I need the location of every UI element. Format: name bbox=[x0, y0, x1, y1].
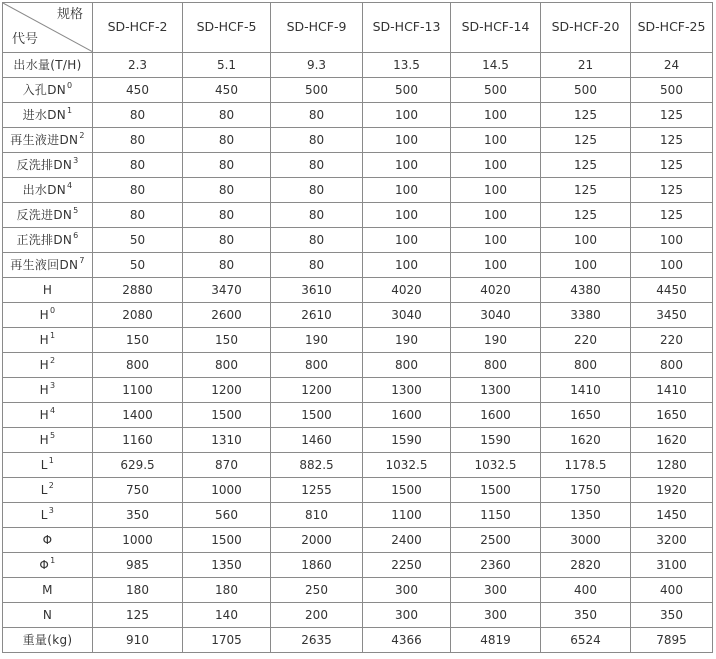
table-row bbox=[3, 378, 713, 403]
spec-table-container bbox=[2, 2, 712, 655]
table-cell: 3040 bbox=[363, 303, 451, 328]
table-cell: 300 bbox=[363, 578, 451, 603]
table-cell: 4366 bbox=[363, 628, 451, 653]
row-label-subscript: 5 bbox=[49, 431, 56, 440]
table-cell: 125 bbox=[541, 178, 631, 203]
row-label-subscript: 3 bbox=[48, 506, 55, 515]
table-cell: 1500 bbox=[451, 478, 541, 503]
table-row bbox=[3, 628, 713, 653]
column-header: SD-HCF-14 bbox=[451, 3, 541, 53]
table-cell: 21 bbox=[541, 53, 631, 78]
table-cell: 100 bbox=[631, 228, 713, 253]
table-cell: 3200 bbox=[631, 528, 713, 553]
row-label bbox=[3, 303, 93, 328]
table-row bbox=[3, 353, 713, 378]
row-label bbox=[3, 428, 93, 453]
row-label bbox=[3, 328, 93, 353]
row-label bbox=[3, 203, 93, 228]
table-cell: 100 bbox=[451, 103, 541, 128]
row-label-subscript: 2 bbox=[48, 481, 55, 490]
table-cell: 2610 bbox=[271, 303, 363, 328]
table-cell: 80 bbox=[93, 178, 183, 203]
table-cell: 100 bbox=[631, 253, 713, 278]
row-label-text: H bbox=[39, 358, 49, 372]
table-row bbox=[3, 528, 713, 553]
table-cell: 1650 bbox=[541, 403, 631, 428]
table-cell: 1100 bbox=[363, 503, 451, 528]
table-row bbox=[3, 278, 713, 303]
table-row bbox=[3, 78, 713, 103]
row-label-text: 出水DN bbox=[22, 183, 67, 197]
table-cell: 5.1 bbox=[183, 53, 271, 78]
table-cell: 100 bbox=[363, 103, 451, 128]
table-cell: 125 bbox=[541, 103, 631, 128]
table-cell: 80 bbox=[183, 153, 271, 178]
table-cell: 800 bbox=[271, 353, 363, 378]
table-cell: 100 bbox=[541, 253, 631, 278]
table-cell: 100 bbox=[363, 203, 451, 228]
table-cell: 9.3 bbox=[271, 53, 363, 78]
table-cell: 3000 bbox=[541, 528, 631, 553]
row-label-subscript: 3 bbox=[73, 156, 79, 165]
table-cell: 1300 bbox=[451, 378, 541, 403]
row-label bbox=[3, 53, 93, 78]
table-cell: 1860 bbox=[271, 553, 363, 578]
table-cell: 4380 bbox=[541, 278, 631, 303]
row-label-text: Φ bbox=[39, 558, 50, 572]
table-cell: 1280 bbox=[631, 453, 713, 478]
table-cell: 1032.5 bbox=[363, 453, 451, 478]
table-cell: 300 bbox=[451, 603, 541, 628]
table-cell: 500 bbox=[541, 78, 631, 103]
table-cell: 80 bbox=[271, 153, 363, 178]
table-row bbox=[3, 228, 713, 253]
row-label-text: L bbox=[40, 508, 48, 522]
table-cell: 150 bbox=[93, 328, 183, 353]
table-cell: 3610 bbox=[271, 278, 363, 303]
table-cell: 3380 bbox=[541, 303, 631, 328]
table-row bbox=[3, 203, 713, 228]
table-cell: 80 bbox=[93, 128, 183, 153]
table-row bbox=[3, 53, 713, 78]
table-cell: 100 bbox=[451, 128, 541, 153]
table-cell: 1450 bbox=[631, 503, 713, 528]
table-cell: 1620 bbox=[541, 428, 631, 453]
table-cell: 80 bbox=[271, 178, 363, 203]
table-cell: 500 bbox=[271, 78, 363, 103]
table-cell: 800 bbox=[363, 353, 451, 378]
row-label-text: M bbox=[42, 583, 53, 597]
table-cell: 2500 bbox=[451, 528, 541, 553]
table-cell: 80 bbox=[183, 253, 271, 278]
table-cell: 1350 bbox=[183, 553, 271, 578]
corner-code-label: 代号 bbox=[12, 32, 39, 47]
table-cell: 190 bbox=[271, 328, 363, 353]
table-cell: 1000 bbox=[93, 528, 183, 553]
table-cell: 1920 bbox=[631, 478, 713, 503]
row-label-subscript: 1 bbox=[48, 456, 55, 465]
row-label-subscript: 0 bbox=[67, 81, 73, 90]
table-cell: 50 bbox=[93, 253, 183, 278]
table-cell: 80 bbox=[183, 128, 271, 153]
table-cell: 1600 bbox=[451, 403, 541, 428]
row-label-subscript: 1 bbox=[49, 331, 56, 340]
row-label-subscript: 4 bbox=[49, 406, 56, 415]
table-cell: 220 bbox=[541, 328, 631, 353]
table-cell: 250 bbox=[271, 578, 363, 603]
row-label-subscript: 4 bbox=[67, 181, 73, 190]
row-label bbox=[3, 78, 93, 103]
table-cell: 100 bbox=[451, 178, 541, 203]
row-label bbox=[3, 228, 93, 253]
table-cell: 100 bbox=[541, 228, 631, 253]
table-row bbox=[3, 578, 713, 603]
table-cell: 80 bbox=[93, 203, 183, 228]
table-cell: 100 bbox=[363, 128, 451, 153]
table-cell: 2000 bbox=[271, 528, 363, 553]
table-cell: 140 bbox=[183, 603, 271, 628]
table-cell: 800 bbox=[183, 353, 271, 378]
table-row bbox=[3, 103, 713, 128]
table-cell: 1350 bbox=[541, 503, 631, 528]
table-cell: 800 bbox=[93, 353, 183, 378]
row-label bbox=[3, 628, 93, 653]
table-cell: 100 bbox=[451, 153, 541, 178]
table-cell: 400 bbox=[631, 578, 713, 603]
table-cell: 150 bbox=[183, 328, 271, 353]
table-cell: 300 bbox=[363, 603, 451, 628]
row-label bbox=[3, 403, 93, 428]
table-row bbox=[3, 153, 713, 178]
table-cell: 1500 bbox=[183, 528, 271, 553]
table-cell: 80 bbox=[271, 228, 363, 253]
table-cell: 1400 bbox=[93, 403, 183, 428]
table-cell: 2600 bbox=[183, 303, 271, 328]
row-label-text: 反洗排DN bbox=[16, 158, 73, 172]
table-cell: 80 bbox=[271, 128, 363, 153]
table-cell: 1200 bbox=[183, 378, 271, 403]
table-cell: 985 bbox=[93, 553, 183, 578]
row-label bbox=[3, 603, 93, 628]
table-cell: 1500 bbox=[271, 403, 363, 428]
table-cell: 500 bbox=[451, 78, 541, 103]
table-cell: 810 bbox=[271, 503, 363, 528]
table-cell: 1750 bbox=[541, 478, 631, 503]
header-row bbox=[3, 3, 713, 53]
row-label-text: H bbox=[39, 333, 49, 347]
table-row bbox=[3, 128, 713, 153]
row-label-text: 出水量(T/H) bbox=[13, 58, 82, 72]
row-label bbox=[3, 253, 93, 278]
table-row bbox=[3, 478, 713, 503]
table-cell: 100 bbox=[363, 253, 451, 278]
table-cell: 4819 bbox=[451, 628, 541, 653]
row-label-subscript: 1 bbox=[50, 556, 56, 565]
table-cell: 450 bbox=[183, 78, 271, 103]
corner-cell bbox=[3, 3, 93, 53]
column-header: SD-HCF-9 bbox=[271, 3, 363, 53]
table-cell: 1410 bbox=[541, 378, 631, 403]
table-cell: 560 bbox=[183, 503, 271, 528]
table-cell: 100 bbox=[451, 253, 541, 278]
row-label bbox=[3, 453, 93, 478]
table-cell: 1460 bbox=[271, 428, 363, 453]
row-label bbox=[3, 278, 93, 303]
table-cell: 80 bbox=[183, 203, 271, 228]
row-label-subscript: 1 bbox=[67, 106, 73, 115]
table-cell: 1705 bbox=[183, 628, 271, 653]
table-cell: 1255 bbox=[271, 478, 363, 503]
table-cell: 4020 bbox=[451, 278, 541, 303]
row-label-text: Φ bbox=[42, 533, 53, 547]
table-cell: 80 bbox=[93, 153, 183, 178]
table-row bbox=[3, 178, 713, 203]
table-cell: 300 bbox=[451, 578, 541, 603]
table-cell: 125 bbox=[631, 103, 713, 128]
spec-table bbox=[2, 2, 713, 653]
table-cell: 350 bbox=[93, 503, 183, 528]
table-cell: 80 bbox=[93, 103, 183, 128]
table-cell: 100 bbox=[363, 153, 451, 178]
table-cell: 2880 bbox=[93, 278, 183, 303]
table-cell: 125 bbox=[631, 128, 713, 153]
table-cell: 100 bbox=[451, 203, 541, 228]
row-label-text: H bbox=[39, 433, 49, 447]
table-cell: 1150 bbox=[451, 503, 541, 528]
table-row bbox=[3, 303, 713, 328]
table-row bbox=[3, 253, 713, 278]
column-header: SD-HCF-13 bbox=[363, 3, 451, 53]
table-cell: 1600 bbox=[363, 403, 451, 428]
table-cell: 2.3 bbox=[93, 53, 183, 78]
table-cell: 80 bbox=[271, 103, 363, 128]
table-cell: 3450 bbox=[631, 303, 713, 328]
row-label bbox=[3, 128, 93, 153]
table-cell: 870 bbox=[183, 453, 271, 478]
table-cell: 2080 bbox=[93, 303, 183, 328]
table-cell: 80 bbox=[271, 203, 363, 228]
row-label bbox=[3, 553, 93, 578]
row-label bbox=[3, 378, 93, 403]
row-label-text: H bbox=[42, 283, 53, 297]
column-header: SD-HCF-25 bbox=[631, 3, 713, 53]
row-label-text: L bbox=[40, 458, 48, 472]
table-cell: 220 bbox=[631, 328, 713, 353]
table-cell: 1160 bbox=[93, 428, 183, 453]
table-cell: 1500 bbox=[183, 403, 271, 428]
table-cell: 200 bbox=[271, 603, 363, 628]
table-cell: 125 bbox=[541, 153, 631, 178]
table-cell: 50 bbox=[93, 228, 183, 253]
table-cell: 4020 bbox=[363, 278, 451, 303]
table-cell: 1178.5 bbox=[541, 453, 631, 478]
table-cell: 24 bbox=[631, 53, 713, 78]
table-cell: 1590 bbox=[451, 428, 541, 453]
table-cell: 180 bbox=[93, 578, 183, 603]
row-label-subscript: 2 bbox=[49, 356, 56, 365]
table-cell: 350 bbox=[631, 603, 713, 628]
table-cell: 100 bbox=[363, 228, 451, 253]
table-cell: 7895 bbox=[631, 628, 713, 653]
row-label-subscript: 3 bbox=[49, 381, 56, 390]
table-cell: 629.5 bbox=[93, 453, 183, 478]
table-cell: 2635 bbox=[271, 628, 363, 653]
table-cell: 1310 bbox=[183, 428, 271, 453]
table-cell: 125 bbox=[631, 153, 713, 178]
row-label-text: H bbox=[39, 408, 49, 422]
column-header: SD-HCF-5 bbox=[183, 3, 271, 53]
table-cell: 125 bbox=[541, 203, 631, 228]
table-cell: 1590 bbox=[363, 428, 451, 453]
table-cell: 1620 bbox=[631, 428, 713, 453]
row-label-text: 再生液回DN bbox=[10, 258, 79, 272]
table-cell: 400 bbox=[541, 578, 631, 603]
row-label-subscript: 0 bbox=[49, 306, 56, 315]
row-label-subscript: 6 bbox=[73, 231, 79, 240]
table-cell: 1500 bbox=[363, 478, 451, 503]
row-label bbox=[3, 528, 93, 553]
table-row bbox=[3, 503, 713, 528]
table-cell: 80 bbox=[183, 103, 271, 128]
table-cell: 1650 bbox=[631, 403, 713, 428]
table-cell: 100 bbox=[451, 228, 541, 253]
table-cell: 190 bbox=[363, 328, 451, 353]
row-label-subscript: 7 bbox=[79, 256, 85, 265]
table-cell: 14.5 bbox=[451, 53, 541, 78]
table-cell: 1410 bbox=[631, 378, 713, 403]
corner-spec-label: 规格 bbox=[56, 7, 83, 22]
table-cell: 3040 bbox=[451, 303, 541, 328]
table-cell: 1300 bbox=[363, 378, 451, 403]
table-cell: 1000 bbox=[183, 478, 271, 503]
table-cell: 125 bbox=[541, 128, 631, 153]
table-cell: 180 bbox=[183, 578, 271, 603]
row-label-text: 进水DN bbox=[22, 108, 67, 122]
table-cell: 3100 bbox=[631, 553, 713, 578]
table-row bbox=[3, 403, 713, 428]
table-cell: 100 bbox=[363, 178, 451, 203]
row-label-text: 入孔DN bbox=[22, 83, 67, 97]
row-label bbox=[3, 178, 93, 203]
table-cell: 800 bbox=[451, 353, 541, 378]
table-cell: 2400 bbox=[363, 528, 451, 553]
row-label-subscript: 5 bbox=[73, 206, 79, 215]
row-label bbox=[3, 103, 93, 128]
table-cell: 500 bbox=[363, 78, 451, 103]
column-header: SD-HCF-2 bbox=[93, 3, 183, 53]
table-cell: 1200 bbox=[271, 378, 363, 403]
table-cell: 80 bbox=[271, 253, 363, 278]
table-cell: 6524 bbox=[541, 628, 631, 653]
table-cell: 3470 bbox=[183, 278, 271, 303]
table-body bbox=[3, 53, 713, 653]
table-cell: 80 bbox=[183, 178, 271, 203]
table-cell: 910 bbox=[93, 628, 183, 653]
table-cell: 750 bbox=[93, 478, 183, 503]
table-cell: 500 bbox=[631, 78, 713, 103]
row-label-text: 反洗进DN bbox=[16, 208, 73, 222]
row-label bbox=[3, 353, 93, 378]
row-label-text: N bbox=[42, 608, 53, 622]
row-label-text: 正洗排DN bbox=[16, 233, 73, 247]
table-cell: 125 bbox=[631, 178, 713, 203]
table-cell: 2360 bbox=[451, 553, 541, 578]
table-cell: 800 bbox=[541, 353, 631, 378]
row-label-text: H bbox=[39, 383, 49, 397]
table-cell: 125 bbox=[93, 603, 183, 628]
row-label-subscript: 2 bbox=[79, 131, 85, 140]
table-row bbox=[3, 453, 713, 478]
row-label bbox=[3, 503, 93, 528]
table-cell: 450 bbox=[93, 78, 183, 103]
row-label bbox=[3, 578, 93, 603]
row-label-text: L bbox=[40, 483, 48, 497]
table-cell: 882.5 bbox=[271, 453, 363, 478]
row-label-text: H bbox=[39, 308, 49, 322]
row-label-text: 重量(kg) bbox=[22, 633, 73, 647]
table-cell: 80 bbox=[183, 228, 271, 253]
table-cell: 350 bbox=[541, 603, 631, 628]
table-row bbox=[3, 553, 713, 578]
table-row bbox=[3, 328, 713, 353]
table-row bbox=[3, 428, 713, 453]
table-cell: 125 bbox=[631, 203, 713, 228]
table-cell: 13.5 bbox=[363, 53, 451, 78]
row-label bbox=[3, 478, 93, 503]
table-cell: 1100 bbox=[93, 378, 183, 403]
table-cell: 4450 bbox=[631, 278, 713, 303]
row-label bbox=[3, 153, 93, 178]
column-header: SD-HCF-20 bbox=[541, 3, 631, 53]
row-label-text: 再生液进DN bbox=[10, 133, 79, 147]
table-cell: 2250 bbox=[363, 553, 451, 578]
table-cell: 190 bbox=[451, 328, 541, 353]
table-cell: 1032.5 bbox=[451, 453, 541, 478]
table-row bbox=[3, 603, 713, 628]
table-cell: 2820 bbox=[541, 553, 631, 578]
table-cell: 800 bbox=[631, 353, 713, 378]
